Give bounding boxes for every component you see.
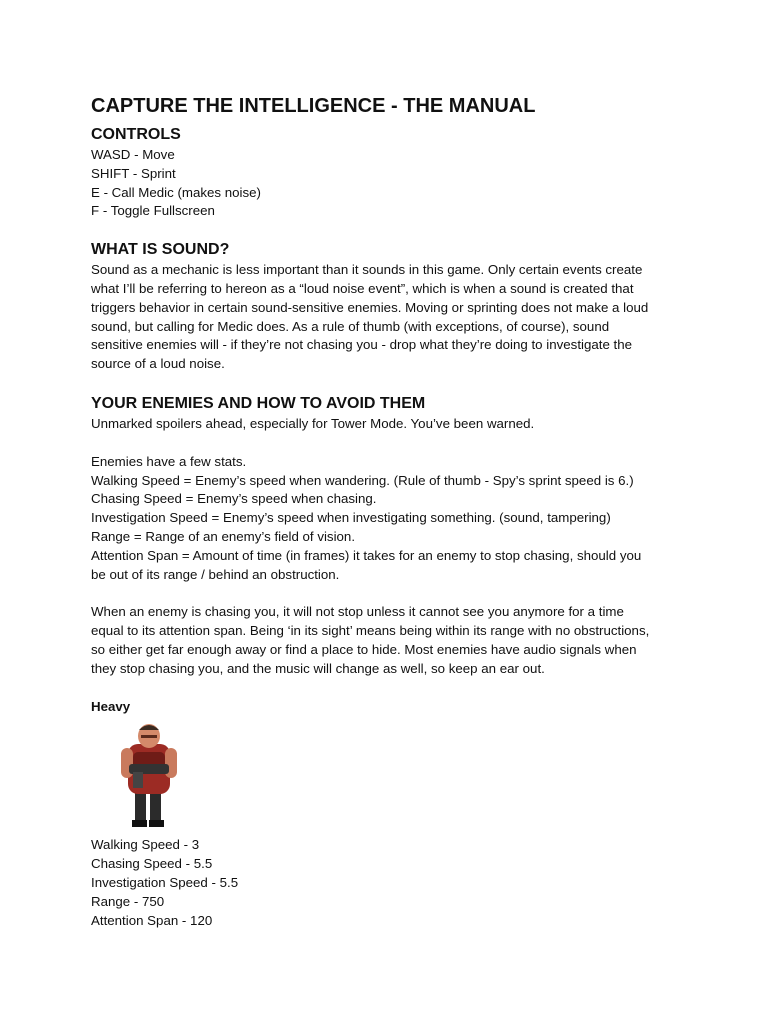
paragraph-line: so either get far enough away or find a place to hide. Most enemies have audio signals when bbox=[91, 641, 637, 657]
paragraph-line: Enemies have a few stats. bbox=[91, 453, 247, 469]
control-item: SHIFT - Sprint bbox=[91, 165, 176, 181]
paragraph-line: they stop chasing you, and the music will change as well, so keep an ear out. bbox=[91, 660, 545, 676]
enemies-heading: YOUR ENEMIES AND HOW TO AVOID THEM bbox=[91, 394, 426, 412]
paragraph-line: Attention Span = Amount of time (in frames) it takes for an enemy to stop chasing, should you bbox=[91, 547, 642, 563]
paragraph-line: Range = Range of an enemy’s field of vision. bbox=[91, 528, 356, 544]
heavy-heading: Heavy bbox=[91, 698, 131, 714]
paragraph-line: equal to its attention span. Being ‘in its sight’ means being within its range with no obstructions, bbox=[91, 623, 650, 639]
page-title: CAPTURE THE INTELLIGENCE - THE MANUAL bbox=[91, 95, 536, 117]
heavy-sprite-image bbox=[119, 722, 179, 832]
paragraph-line: Sound as a mechanic is less important than it sounds in this game. Only certain events create bbox=[91, 262, 643, 278]
stat-line: Range - 750 bbox=[91, 893, 165, 909]
controls-list bbox=[91, 146, 691, 221]
paragraph-line: When an enemy is chasing you, it will not stop unless it cannot see you anymore for a time bbox=[91, 604, 624, 620]
manual-page bbox=[91, 93, 691, 930]
stat-line: Attention Span - 120 bbox=[91, 912, 213, 928]
controls-heading: CONTROLS bbox=[91, 126, 181, 143]
sound-paragraph bbox=[91, 261, 691, 374]
stat-line: Walking Speed - 3 bbox=[91, 837, 200, 853]
paragraph-line: sound, but calling for Medic does. As a rule of thumb (with exceptions, of course), sound bbox=[91, 318, 610, 334]
spoiler-warning: Unmarked spoilers ahead, especially for Tower Mode. You’ve been warned. bbox=[91, 415, 535, 431]
paragraph-line: source of a loud noise. bbox=[91, 356, 225, 372]
paragraph-line: sensitive enemies will - if they’re not chasing you - drop what they’re doing to investigate the bbox=[91, 337, 633, 353]
paragraph-line: what I’ll be referring to hereon as a “loud noise event”, which is when a sound is created that bbox=[91, 280, 634, 296]
control-item: WASD - Move bbox=[91, 147, 175, 162]
paragraph-line: Walking Speed = Enemy’s speed when wandering. (Rule of thumb - Spy’s sprint speed is 6.) bbox=[91, 472, 634, 488]
paragraph-line: be out of its range / behind an obstruction. bbox=[91, 566, 340, 582]
paragraph-line: Investigation Speed = Enemy’s speed when investigating something. (sound, tampering) bbox=[91, 510, 611, 526]
control-item: E - Call Medic (makes noise) bbox=[91, 184, 261, 200]
stat-line: Investigation Speed - 5.5 bbox=[91, 874, 239, 890]
control-item: F - Toggle Fullscreen bbox=[91, 203, 215, 219]
stat-line: Chasing Speed - 5.5 bbox=[91, 856, 213, 872]
sound-heading: WHAT IS SOUND? bbox=[91, 241, 230, 259]
paragraph-line: triggers behavior in certain sound-sensitive enemies. Moving or sprinting does not make a loud bbox=[91, 299, 649, 315]
stats-intro bbox=[91, 453, 691, 585]
chasing-paragraph bbox=[91, 603, 691, 678]
paragraph-line: Chasing Speed = Enemy’s speed when chasing. bbox=[91, 491, 377, 507]
heavy-stats bbox=[91, 836, 691, 930]
